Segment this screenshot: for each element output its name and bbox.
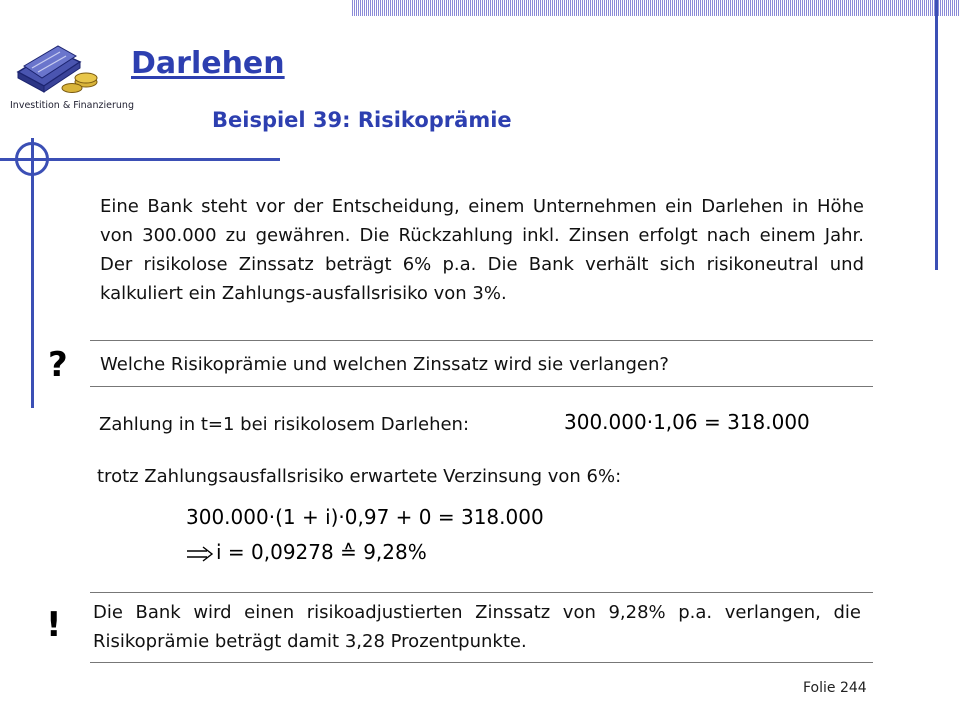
conclusion-text: Die Bank wird einen risikoadjustierten Zinssatz von 9,28% p.a. verlangen, die Risikoprämie beträgt damit 3,28 Prozentpunkte.	[93, 602, 861, 652]
riskless-payment-label: Zahlung in t=1 bei risikolosem Darlehen:	[99, 414, 470, 435]
question-top-rule	[90, 340, 873, 341]
top-decorative-band	[352, 0, 960, 16]
conclusion-bottom-rule	[90, 662, 873, 663]
exclamation-mark-icon: !	[46, 605, 62, 645]
conclusion-top-rule	[90, 592, 873, 593]
question-bottom-rule	[90, 386, 873, 387]
money-stack-icon	[14, 42, 102, 96]
interest-rate-result	[186, 540, 427, 564]
implies-arrow-icon	[186, 546, 216, 562]
problem-statement: Eine Bank steht vor der Entscheidung, einem Unternehmen ein Darlehen in Höhe von 300.000 zu gewähren. Die Rückzahlung inkl. Zinsen erfolgt nach einem Jahr. Der risikolose Zinssatz beträgt 6% p.a. Die Bank verhält sich risikoneutral und kalkuliert ein Zahlungs-ausfallsrisiko von 3%.	[100, 196, 864, 304]
example-heading: Beispiel 39: Risikoprämie	[212, 108, 512, 132]
right-vertical-rule	[935, 0, 938, 270]
expected-return-equation: 300.000·(1 + i)·0,97 + 0 = 318.000	[186, 505, 544, 529]
course-subject: Investition & Finanzierung	[10, 100, 134, 111]
left-vertical-rule	[31, 138, 34, 408]
question-mark-icon: ?	[48, 345, 68, 385]
riskless-payment-formula: 300.000·1,06 = 318.000	[564, 410, 810, 434]
expected-return-label: trotz Zahlungsausfallsrisiko erwartete Verzinsung von 6%:	[97, 466, 622, 487]
crosshair-circle	[15, 142, 49, 176]
page-title: Darlehen	[131, 46, 285, 81]
interest-rate-formula: i = 0,09278 ≙ 9,28%	[216, 540, 427, 564]
slide-number: Folie 244	[803, 680, 867, 696]
question-text: Welche Risikoprämie und welchen Zinssatz wird sie verlangen?	[100, 354, 669, 375]
